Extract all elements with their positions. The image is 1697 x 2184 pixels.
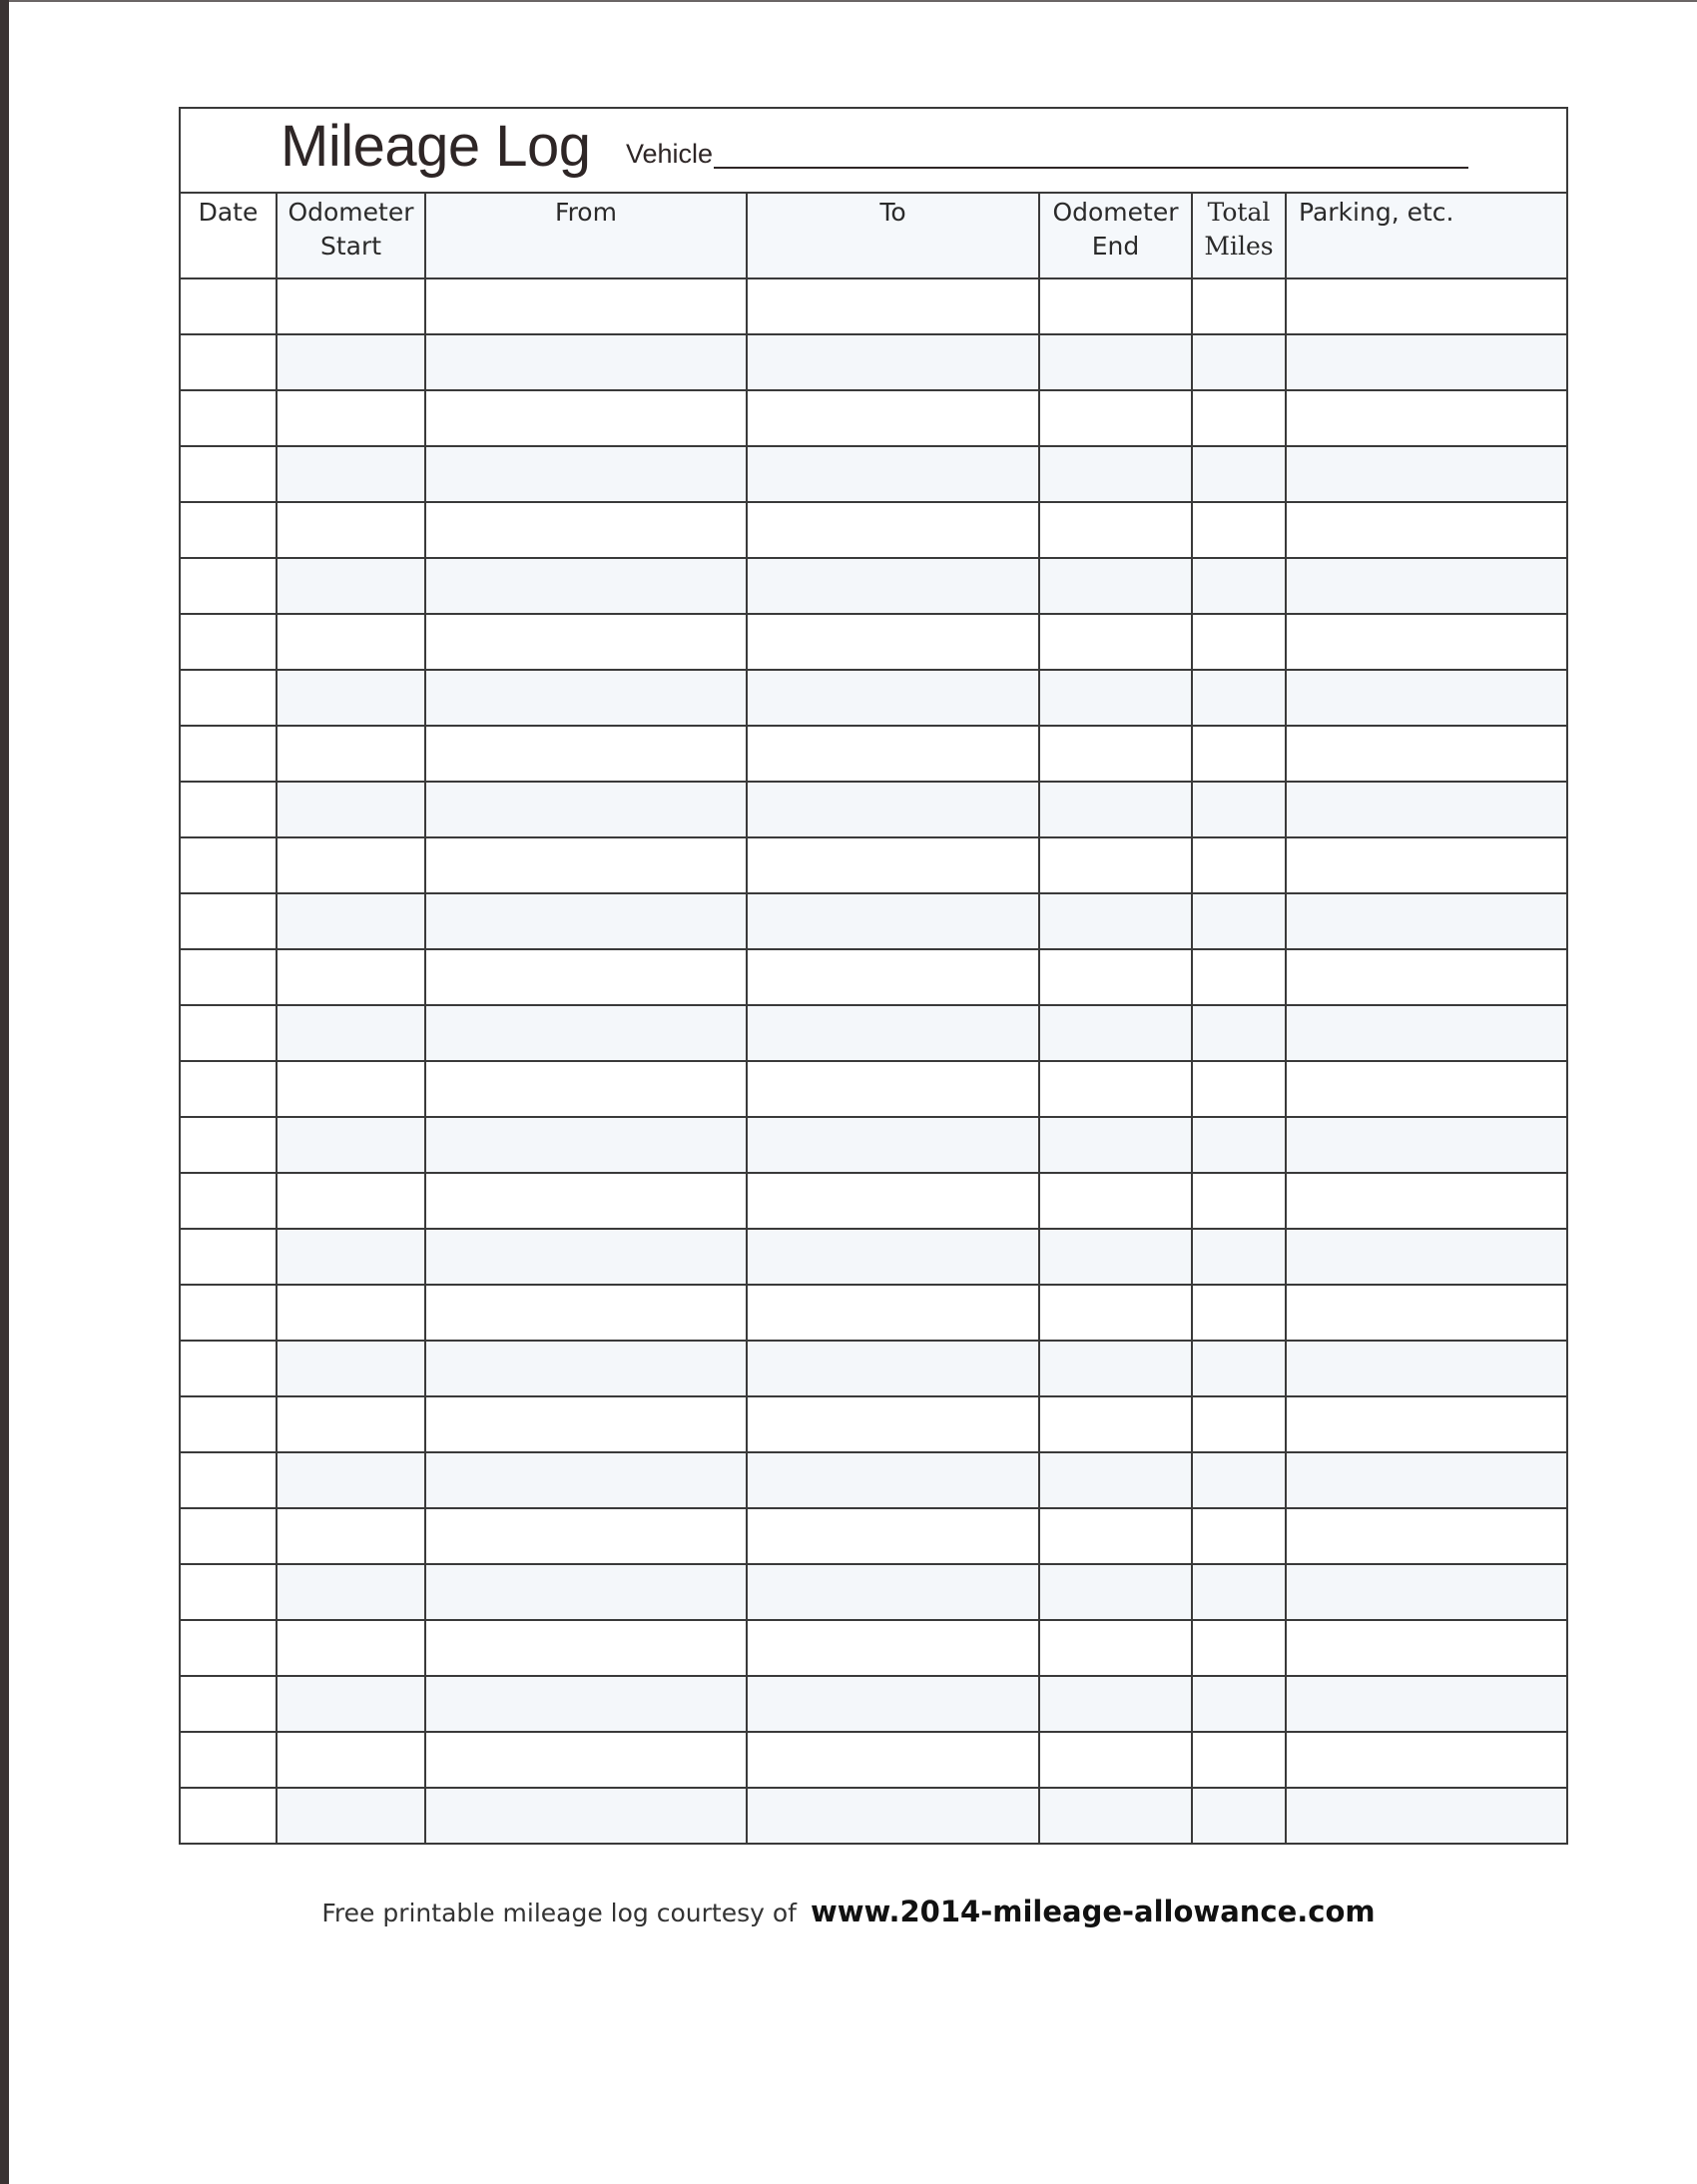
cell-parking[interactable] xyxy=(1286,1229,1566,1285)
cell-to[interactable] xyxy=(747,334,1039,390)
cell-to[interactable] xyxy=(747,390,1039,446)
table-row xyxy=(181,1508,1566,1564)
cell-parking[interactable] xyxy=(1286,1341,1566,1396)
cell-to[interactable] xyxy=(747,837,1039,893)
table-row xyxy=(181,1676,1566,1732)
cell-total-miles[interactable] xyxy=(1192,1396,1286,1452)
cell-date[interactable] xyxy=(181,278,277,334)
cell-parking[interactable] xyxy=(1286,446,1566,502)
cell-from[interactable] xyxy=(425,1396,747,1452)
cell-to[interactable] xyxy=(747,1620,1039,1676)
cell-to[interactable] xyxy=(747,670,1039,726)
footer-text: Free printable mileage log courtesy of xyxy=(321,1899,797,1927)
cell-to[interactable] xyxy=(747,1061,1039,1117)
cell-parking[interactable] xyxy=(1286,1061,1566,1117)
cell-odometer-start[interactable] xyxy=(277,949,425,1005)
cell-from[interactable] xyxy=(425,1061,747,1117)
cell-from[interactable] xyxy=(425,1005,747,1061)
header-line: Miles xyxy=(1204,232,1274,261)
cell-date[interactable] xyxy=(181,1732,277,1788)
cell-from[interactable] xyxy=(425,614,747,670)
cell-from[interactable] xyxy=(425,670,747,726)
cell-odometer-end[interactable] xyxy=(1039,1005,1192,1061)
cell-total-miles[interactable] xyxy=(1192,1173,1286,1229)
cell-to[interactable] xyxy=(747,1005,1039,1061)
cell-odometer-end[interactable] xyxy=(1039,614,1192,670)
cell-total-miles[interactable] xyxy=(1192,837,1286,893)
cell-odometer-start[interactable] xyxy=(277,1620,425,1676)
cell-odometer-start[interactable] xyxy=(277,502,425,558)
cell-from[interactable] xyxy=(425,1117,747,1173)
cell-odometer-start[interactable] xyxy=(277,782,425,837)
cell-total-miles[interactable] xyxy=(1192,1285,1286,1341)
cell-from[interactable] xyxy=(425,446,747,502)
cell-odometer-start[interactable] xyxy=(277,1788,425,1843)
col-header-from xyxy=(425,194,747,278)
table-row xyxy=(181,1117,1566,1173)
cell-parking[interactable] xyxy=(1286,1676,1566,1732)
col-header-parking xyxy=(1286,194,1566,278)
cell-date[interactable] xyxy=(181,837,277,893)
cell-from[interactable] xyxy=(425,1676,747,1732)
cell-date[interactable] xyxy=(181,1508,277,1564)
cell-odometer-start[interactable] xyxy=(277,614,425,670)
scan-edge-left xyxy=(0,0,9,2184)
cell-total-miles[interactable] xyxy=(1192,334,1286,390)
title-band xyxy=(181,109,1566,194)
cell-odometer-start[interactable] xyxy=(277,278,425,334)
cell-parking[interactable] xyxy=(1286,726,1566,782)
table-row xyxy=(181,502,1566,558)
table-row xyxy=(181,893,1566,949)
cell-to[interactable] xyxy=(747,1452,1039,1508)
cell-date[interactable] xyxy=(181,949,277,1005)
cell-odometer-end[interactable] xyxy=(1039,1396,1192,1452)
cell-date[interactable] xyxy=(181,1396,277,1452)
cell-from[interactable] xyxy=(425,558,747,614)
col-header-to xyxy=(747,194,1039,278)
cell-total-miles[interactable] xyxy=(1192,1788,1286,1843)
cell-parking[interactable] xyxy=(1286,1117,1566,1173)
cell-parking[interactable] xyxy=(1286,837,1566,893)
cell-parking[interactable] xyxy=(1286,334,1566,390)
cell-date[interactable] xyxy=(181,1061,277,1117)
cell-parking[interactable] xyxy=(1286,1620,1566,1676)
cell-total-miles[interactable] xyxy=(1192,502,1286,558)
table-row xyxy=(181,614,1566,670)
cell-odometer-start[interactable] xyxy=(277,837,425,893)
cell-total-miles[interactable] xyxy=(1192,558,1286,614)
cell-date[interactable] xyxy=(181,1676,277,1732)
col-header-total-miles xyxy=(1192,194,1286,278)
cell-to[interactable] xyxy=(747,1732,1039,1788)
cell-from[interactable] xyxy=(425,390,747,446)
cell-odometer-end[interactable] xyxy=(1039,1732,1192,1788)
cell-total-miles[interactable] xyxy=(1192,1508,1286,1564)
table-row xyxy=(181,334,1566,390)
cell-odometer-start[interactable] xyxy=(277,1676,425,1732)
cell-to[interactable] xyxy=(747,1285,1039,1341)
cell-from[interactable] xyxy=(425,1732,747,1788)
table-row xyxy=(181,1788,1566,1843)
cell-odometer-end[interactable] xyxy=(1039,893,1192,949)
cell-to[interactable] xyxy=(747,1564,1039,1620)
cell-date[interactable] xyxy=(181,390,277,446)
cell-total-miles[interactable] xyxy=(1192,1732,1286,1788)
cell-from[interactable] xyxy=(425,949,747,1005)
cell-total-miles[interactable] xyxy=(1192,1005,1286,1061)
cell-from[interactable] xyxy=(425,1508,747,1564)
cell-from[interactable] xyxy=(425,1452,747,1508)
cell-total-miles[interactable] xyxy=(1192,1564,1286,1620)
cell-from[interactable] xyxy=(425,1564,747,1620)
cell-to[interactable] xyxy=(747,614,1039,670)
cell-odometer-start[interactable] xyxy=(277,1117,425,1173)
cell-odometer-end[interactable] xyxy=(1039,670,1192,726)
cell-odometer-start[interactable] xyxy=(277,1452,425,1508)
cell-parking[interactable] xyxy=(1286,1173,1566,1229)
cell-parking[interactable] xyxy=(1286,1508,1566,1564)
table-row xyxy=(181,782,1566,837)
cell-odometer-end[interactable] xyxy=(1039,837,1192,893)
cell-odometer-end[interactable] xyxy=(1039,278,1192,334)
cell-odometer-start[interactable] xyxy=(277,1173,425,1229)
cell-date[interactable] xyxy=(181,1285,277,1341)
cell-to[interactable] xyxy=(747,1173,1039,1229)
cell-odometer-start[interactable] xyxy=(277,1285,425,1341)
cell-odometer-end[interactable] xyxy=(1039,502,1192,558)
cell-from[interactable] xyxy=(425,502,747,558)
cell-from[interactable] xyxy=(425,1173,747,1229)
table-row xyxy=(181,949,1566,1005)
cell-to[interactable] xyxy=(747,893,1039,949)
footer-url-link[interactable]: www.2014-mileage-allowance.com xyxy=(810,1895,1376,1928)
table-row xyxy=(181,1285,1566,1341)
cell-odometer-end[interactable] xyxy=(1039,726,1192,782)
table-row xyxy=(181,446,1566,502)
table-row xyxy=(181,670,1566,726)
cell-odometer-end[interactable] xyxy=(1039,1061,1192,1117)
cell-from[interactable] xyxy=(425,1341,747,1396)
cell-parking[interactable] xyxy=(1286,1285,1566,1341)
table-row xyxy=(181,278,1566,334)
cell-date[interactable] xyxy=(181,446,277,502)
cell-from[interactable] xyxy=(425,1285,747,1341)
cell-total-miles[interactable] xyxy=(1192,949,1286,1005)
cell-parking[interactable] xyxy=(1286,1005,1566,1061)
cell-odometer-end[interactable] xyxy=(1039,390,1192,446)
cell-from[interactable] xyxy=(425,1620,747,1676)
cell-total-miles[interactable] xyxy=(1192,670,1286,726)
cell-date[interactable] xyxy=(181,1620,277,1676)
cell-odometer-start[interactable] xyxy=(277,1229,425,1285)
cell-date[interactable] xyxy=(181,726,277,782)
cell-to[interactable] xyxy=(747,1341,1039,1396)
cell-date[interactable] xyxy=(181,334,277,390)
cell-odometer-start[interactable] xyxy=(277,1005,425,1061)
table-row xyxy=(181,1564,1566,1620)
cell-date[interactable] xyxy=(181,1788,277,1843)
cell-to[interactable] xyxy=(747,278,1039,334)
cell-date[interactable] xyxy=(181,1117,277,1173)
table-row xyxy=(181,837,1566,893)
log-body xyxy=(181,278,1566,1843)
cell-odometer-end[interactable] xyxy=(1039,782,1192,837)
col-header-odometer-end xyxy=(1039,194,1192,278)
cell-date[interactable] xyxy=(181,1229,277,1285)
cell-odometer-end[interactable] xyxy=(1039,1341,1192,1396)
header-line: Parking, etc. xyxy=(1299,198,1454,227)
cell-odometer-start[interactable] xyxy=(277,334,425,390)
table-row xyxy=(181,1061,1566,1117)
table-row xyxy=(181,1005,1566,1061)
cell-parking[interactable] xyxy=(1286,502,1566,558)
table-row xyxy=(181,1732,1566,1788)
cell-date[interactable] xyxy=(181,893,277,949)
cell-odometer-end[interactable] xyxy=(1039,1676,1192,1732)
cell-to[interactable] xyxy=(747,1396,1039,1452)
cell-odometer-start[interactable] xyxy=(277,1564,425,1620)
vehicle-label: Vehicle xyxy=(626,139,714,169)
cell-odometer-start[interactable] xyxy=(277,1341,425,1396)
header-line: Total xyxy=(1207,198,1271,227)
header-line: To xyxy=(879,198,906,227)
cell-total-miles[interactable] xyxy=(1192,390,1286,446)
form-title: Mileage Log xyxy=(281,114,591,179)
cell-odometer-start[interactable] xyxy=(277,726,425,782)
table-row xyxy=(181,1341,1566,1396)
cell-odometer-start[interactable] xyxy=(277,1061,425,1117)
cell-parking[interactable] xyxy=(1286,1732,1566,1788)
cell-odometer-end[interactable] xyxy=(1039,558,1192,614)
table-row xyxy=(181,1229,1566,1285)
cell-date[interactable] xyxy=(181,1452,277,1508)
cell-total-miles[interactable] xyxy=(1192,1229,1286,1285)
cell-to[interactable] xyxy=(747,1676,1039,1732)
cell-total-miles[interactable] xyxy=(1192,1117,1286,1173)
cell-odometer-start[interactable] xyxy=(277,1396,425,1452)
cell-to[interactable] xyxy=(747,1229,1039,1285)
col-header-odometer-start xyxy=(277,194,425,278)
table-row xyxy=(181,1396,1566,1452)
cell-date[interactable] xyxy=(181,1173,277,1229)
cell-date[interactable] xyxy=(181,614,277,670)
cell-odometer-end[interactable] xyxy=(1039,334,1192,390)
cell-to[interactable] xyxy=(747,1508,1039,1564)
header-line: Date xyxy=(198,198,259,227)
cell-to[interactable] xyxy=(747,1117,1039,1173)
table-row xyxy=(181,1620,1566,1676)
cell-total-miles[interactable] xyxy=(1192,1620,1286,1676)
cell-odometer-start[interactable] xyxy=(277,390,425,446)
cell-parking[interactable] xyxy=(1286,614,1566,670)
cell-parking[interactable] xyxy=(1286,893,1566,949)
cell-total-miles[interactable] xyxy=(1192,782,1286,837)
cell-to[interactable] xyxy=(747,949,1039,1005)
header-line: Odometer xyxy=(1052,198,1179,227)
cell-total-miles[interactable] xyxy=(1192,446,1286,502)
footer xyxy=(0,1895,1697,1928)
cell-total-miles[interactable] xyxy=(1192,893,1286,949)
cell-parking[interactable] xyxy=(1286,1452,1566,1508)
cell-date[interactable] xyxy=(181,1341,277,1396)
header-line: Start xyxy=(319,232,382,261)
cell-parking[interactable] xyxy=(1286,278,1566,334)
cell-date[interactable] xyxy=(181,670,277,726)
table-row xyxy=(181,1173,1566,1229)
cell-total-miles[interactable] xyxy=(1192,1061,1286,1117)
vehicle-input-line[interactable] xyxy=(714,167,1468,169)
header-line: From xyxy=(555,198,617,227)
col-header-date xyxy=(181,194,277,278)
cell-from[interactable] xyxy=(425,334,747,390)
cell-parking[interactable] xyxy=(1286,390,1566,446)
cell-parking[interactable] xyxy=(1286,1564,1566,1620)
cell-to[interactable] xyxy=(747,1788,1039,1843)
cell-odometer-end[interactable] xyxy=(1039,1564,1192,1620)
cell-odometer-start[interactable] xyxy=(277,446,425,502)
cell-from[interactable] xyxy=(425,278,747,334)
cell-from[interactable] xyxy=(425,1229,747,1285)
cell-parking[interactable] xyxy=(1286,949,1566,1005)
cell-total-miles[interactable] xyxy=(1192,1452,1286,1508)
cell-odometer-end[interactable] xyxy=(1039,1229,1192,1285)
cell-date[interactable] xyxy=(181,1564,277,1620)
cell-total-miles[interactable] xyxy=(1192,278,1286,334)
cell-odometer-start[interactable] xyxy=(277,1508,425,1564)
cell-total-miles[interactable] xyxy=(1192,1676,1286,1732)
cell-odometer-start[interactable] xyxy=(277,893,425,949)
cell-odometer-end[interactable] xyxy=(1039,1508,1192,1564)
cell-date[interactable] xyxy=(181,782,277,837)
cell-from[interactable] xyxy=(425,726,747,782)
table-row xyxy=(181,726,1566,782)
cell-date[interactable] xyxy=(181,502,277,558)
cell-date[interactable] xyxy=(181,1005,277,1061)
cell-to[interactable] xyxy=(747,558,1039,614)
cell-odometer-end[interactable] xyxy=(1039,949,1192,1005)
cell-date[interactable] xyxy=(181,558,277,614)
header-line: End xyxy=(1091,232,1140,261)
cell-odometer-end[interactable] xyxy=(1039,1788,1192,1843)
cell-odometer-start[interactable] xyxy=(277,1732,425,1788)
header-line: Odometer xyxy=(287,198,414,227)
cell-parking[interactable] xyxy=(1286,782,1566,837)
cell-parking[interactable] xyxy=(1286,1396,1566,1452)
header-row xyxy=(181,194,1566,278)
cell-to[interactable] xyxy=(747,446,1039,502)
cell-odometer-end[interactable] xyxy=(1039,446,1192,502)
cell-to[interactable] xyxy=(747,726,1039,782)
cell-parking[interactable] xyxy=(1286,670,1566,726)
cell-odometer-end[interactable] xyxy=(1039,1620,1192,1676)
mileage-log-form xyxy=(179,107,1568,1845)
cell-total-miles[interactable] xyxy=(1192,1341,1286,1396)
cell-from[interactable] xyxy=(425,782,747,837)
cell-to[interactable] xyxy=(747,782,1039,837)
cell-parking[interactable] xyxy=(1286,558,1566,614)
cell-odometer-start[interactable] xyxy=(277,558,425,614)
cell-from[interactable] xyxy=(425,1788,747,1843)
mileage-table xyxy=(181,194,1566,1843)
table-row xyxy=(181,558,1566,614)
table-row xyxy=(181,390,1566,446)
cell-from[interactable] xyxy=(425,837,747,893)
cell-total-miles[interactable] xyxy=(1192,614,1286,670)
cell-odometer-end[interactable] xyxy=(1039,1452,1192,1508)
cell-odometer-end[interactable] xyxy=(1039,1117,1192,1173)
cell-odometer-start[interactable] xyxy=(277,670,425,726)
cell-parking[interactable] xyxy=(1286,1788,1566,1843)
cell-to[interactable] xyxy=(747,502,1039,558)
cell-from[interactable] xyxy=(425,893,747,949)
cell-odometer-end[interactable] xyxy=(1039,1285,1192,1341)
scan-edge-top xyxy=(9,0,1697,2)
cell-odometer-end[interactable] xyxy=(1039,1173,1192,1229)
table-row xyxy=(181,1452,1566,1508)
cell-total-miles[interactable] xyxy=(1192,726,1286,782)
